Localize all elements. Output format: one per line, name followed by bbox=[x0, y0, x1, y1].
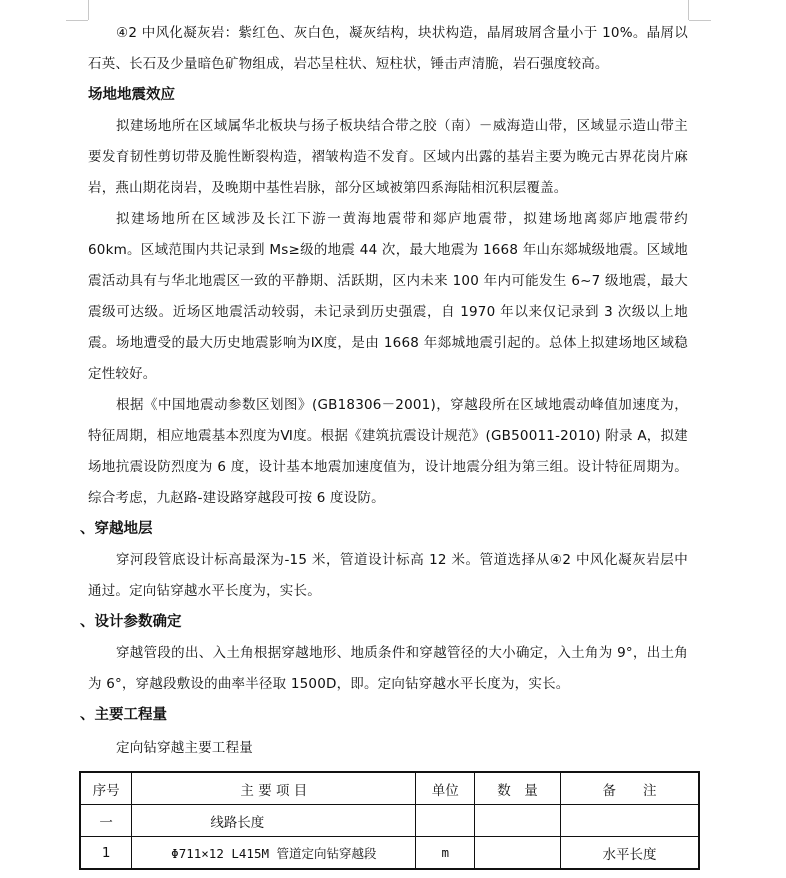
cell-remark: 水平长度 bbox=[560, 837, 699, 870]
quantities-table bbox=[79, 771, 700, 870]
heading-seismic-effect: 场地地震效应 bbox=[88, 87, 175, 103]
header-unit: 单位 bbox=[416, 772, 475, 805]
cell-unit: m bbox=[416, 837, 475, 870]
header-quantity: 数 量 bbox=[475, 772, 561, 805]
paragraph-seismic-parameters: 根据《中国地震动参数区划图》(GB18306－2001)，穿越段所在区域地震动峰值加速度为，特征周期，相应地震基本烈度为Ⅵ度。根据《建筑抗震设计规范》(GB50011-2010) 附录 A，拟建场地抗震设防烈度为 6 度，设计基本地震加速度值为，设计地震分组为第三组。设计特征周期为。综合考虑，九赵路-建设路穿越段可按 6 度设防。 bbox=[88, 397, 688, 506]
table-header-row bbox=[80, 772, 699, 805]
cell-remark bbox=[560, 805, 699, 837]
document-body bbox=[80, 18, 688, 764]
paragraph-seismic-history: 拟建场地所在区域涉及长江下游一黄海地震带和郯庐地震带，拟建场地离郯庐地震带约 60km。区域范围内共记录到 Ms≥级的地震 44 次，最大地震为 1668 年山东郯城级地震。区域地震活动具有与华北地震区一致的平静期、活跃期，区内未来 100 年内可能发生 6~7 级地震，最大震级可达级。近场区地震活动较弱，未记录到历史强震，自 1970 年以来仅记录到 3 次级以上地震。场地遭受的最大历史地震影响为Ⅸ度，是由 1668 年郯城地震引起的。总体上拟建场地区域稳定性较好。 bbox=[88, 211, 688, 382]
heading-main-quantities: 、主要工程量 bbox=[80, 707, 167, 723]
paragraph-design-parameters: 穿越管段的出、入土角根据穿越地形、地质条件和穿越管径的大小确定，入土角为 9°，出土角为 6°，穿越段敷设的曲率半径取 1500D，即。定向钻穿越水平长度为，实长。 bbox=[88, 645, 688, 692]
table-row bbox=[80, 837, 699, 870]
paragraph-crossing-strata: 穿河段管底设计标高最深为-15 米，管道设计标高 12 米。管道选择从④2 中风化凝灰岩层中通过。定向钻穿越水平长度为，实长。 bbox=[88, 552, 688, 599]
crop-mark-top-left-v bbox=[88, 0, 89, 20]
cell-quantity bbox=[475, 805, 561, 837]
header-remark: 备 注 bbox=[560, 772, 699, 805]
cell-item: Φ711×12 L415M 管道定向钻穿越段 bbox=[132, 837, 416, 870]
cell-item: 线路长度 bbox=[132, 805, 416, 837]
heading-design-parameters: 、设计参数确定 bbox=[80, 614, 182, 630]
cell-no: 一 bbox=[80, 805, 132, 837]
paragraph-rock-description: ④2 中风化凝灰岩：紫红色、灰白色，凝灰结构，块状构造，晶屑玻屑含量小于 10%。晶屑以石英、长石及少量暗色矿物组成，岩芯呈柱状、短柱状，锤击声清脆，岩石强度较高。 bbox=[88, 25, 688, 72]
table-caption: 定向钻穿越主要工程量 bbox=[116, 740, 253, 756]
cell-no: 1 bbox=[80, 837, 132, 870]
header-no: 序号 bbox=[80, 772, 132, 805]
crop-mark-top-right-v bbox=[688, 0, 689, 20]
heading-crossing-strata: 、穿越地层 bbox=[80, 521, 153, 537]
cell-unit bbox=[416, 805, 475, 837]
crop-mark-top-right-h bbox=[689, 20, 711, 21]
paragraph-tectonics: 拟建场地所在区域属华北板块与扬子板块结合带之胶（南）－威海造山带，区域显示造山带主要发育韧性剪切带及脆性断裂构造，褶皱构造不发育。区域内出露的基岩主要为晚元古界花岗片麻岩，燕山期花岗岩，及晚期中基性岩脉，部分区域被第四系海陆相沉积层覆盖。 bbox=[88, 118, 688, 196]
table-row bbox=[80, 805, 699, 837]
cell-quantity bbox=[475, 837, 561, 870]
header-item: 主 要 项 目 bbox=[132, 772, 416, 805]
crop-mark-top-left-h bbox=[66, 20, 88, 21]
